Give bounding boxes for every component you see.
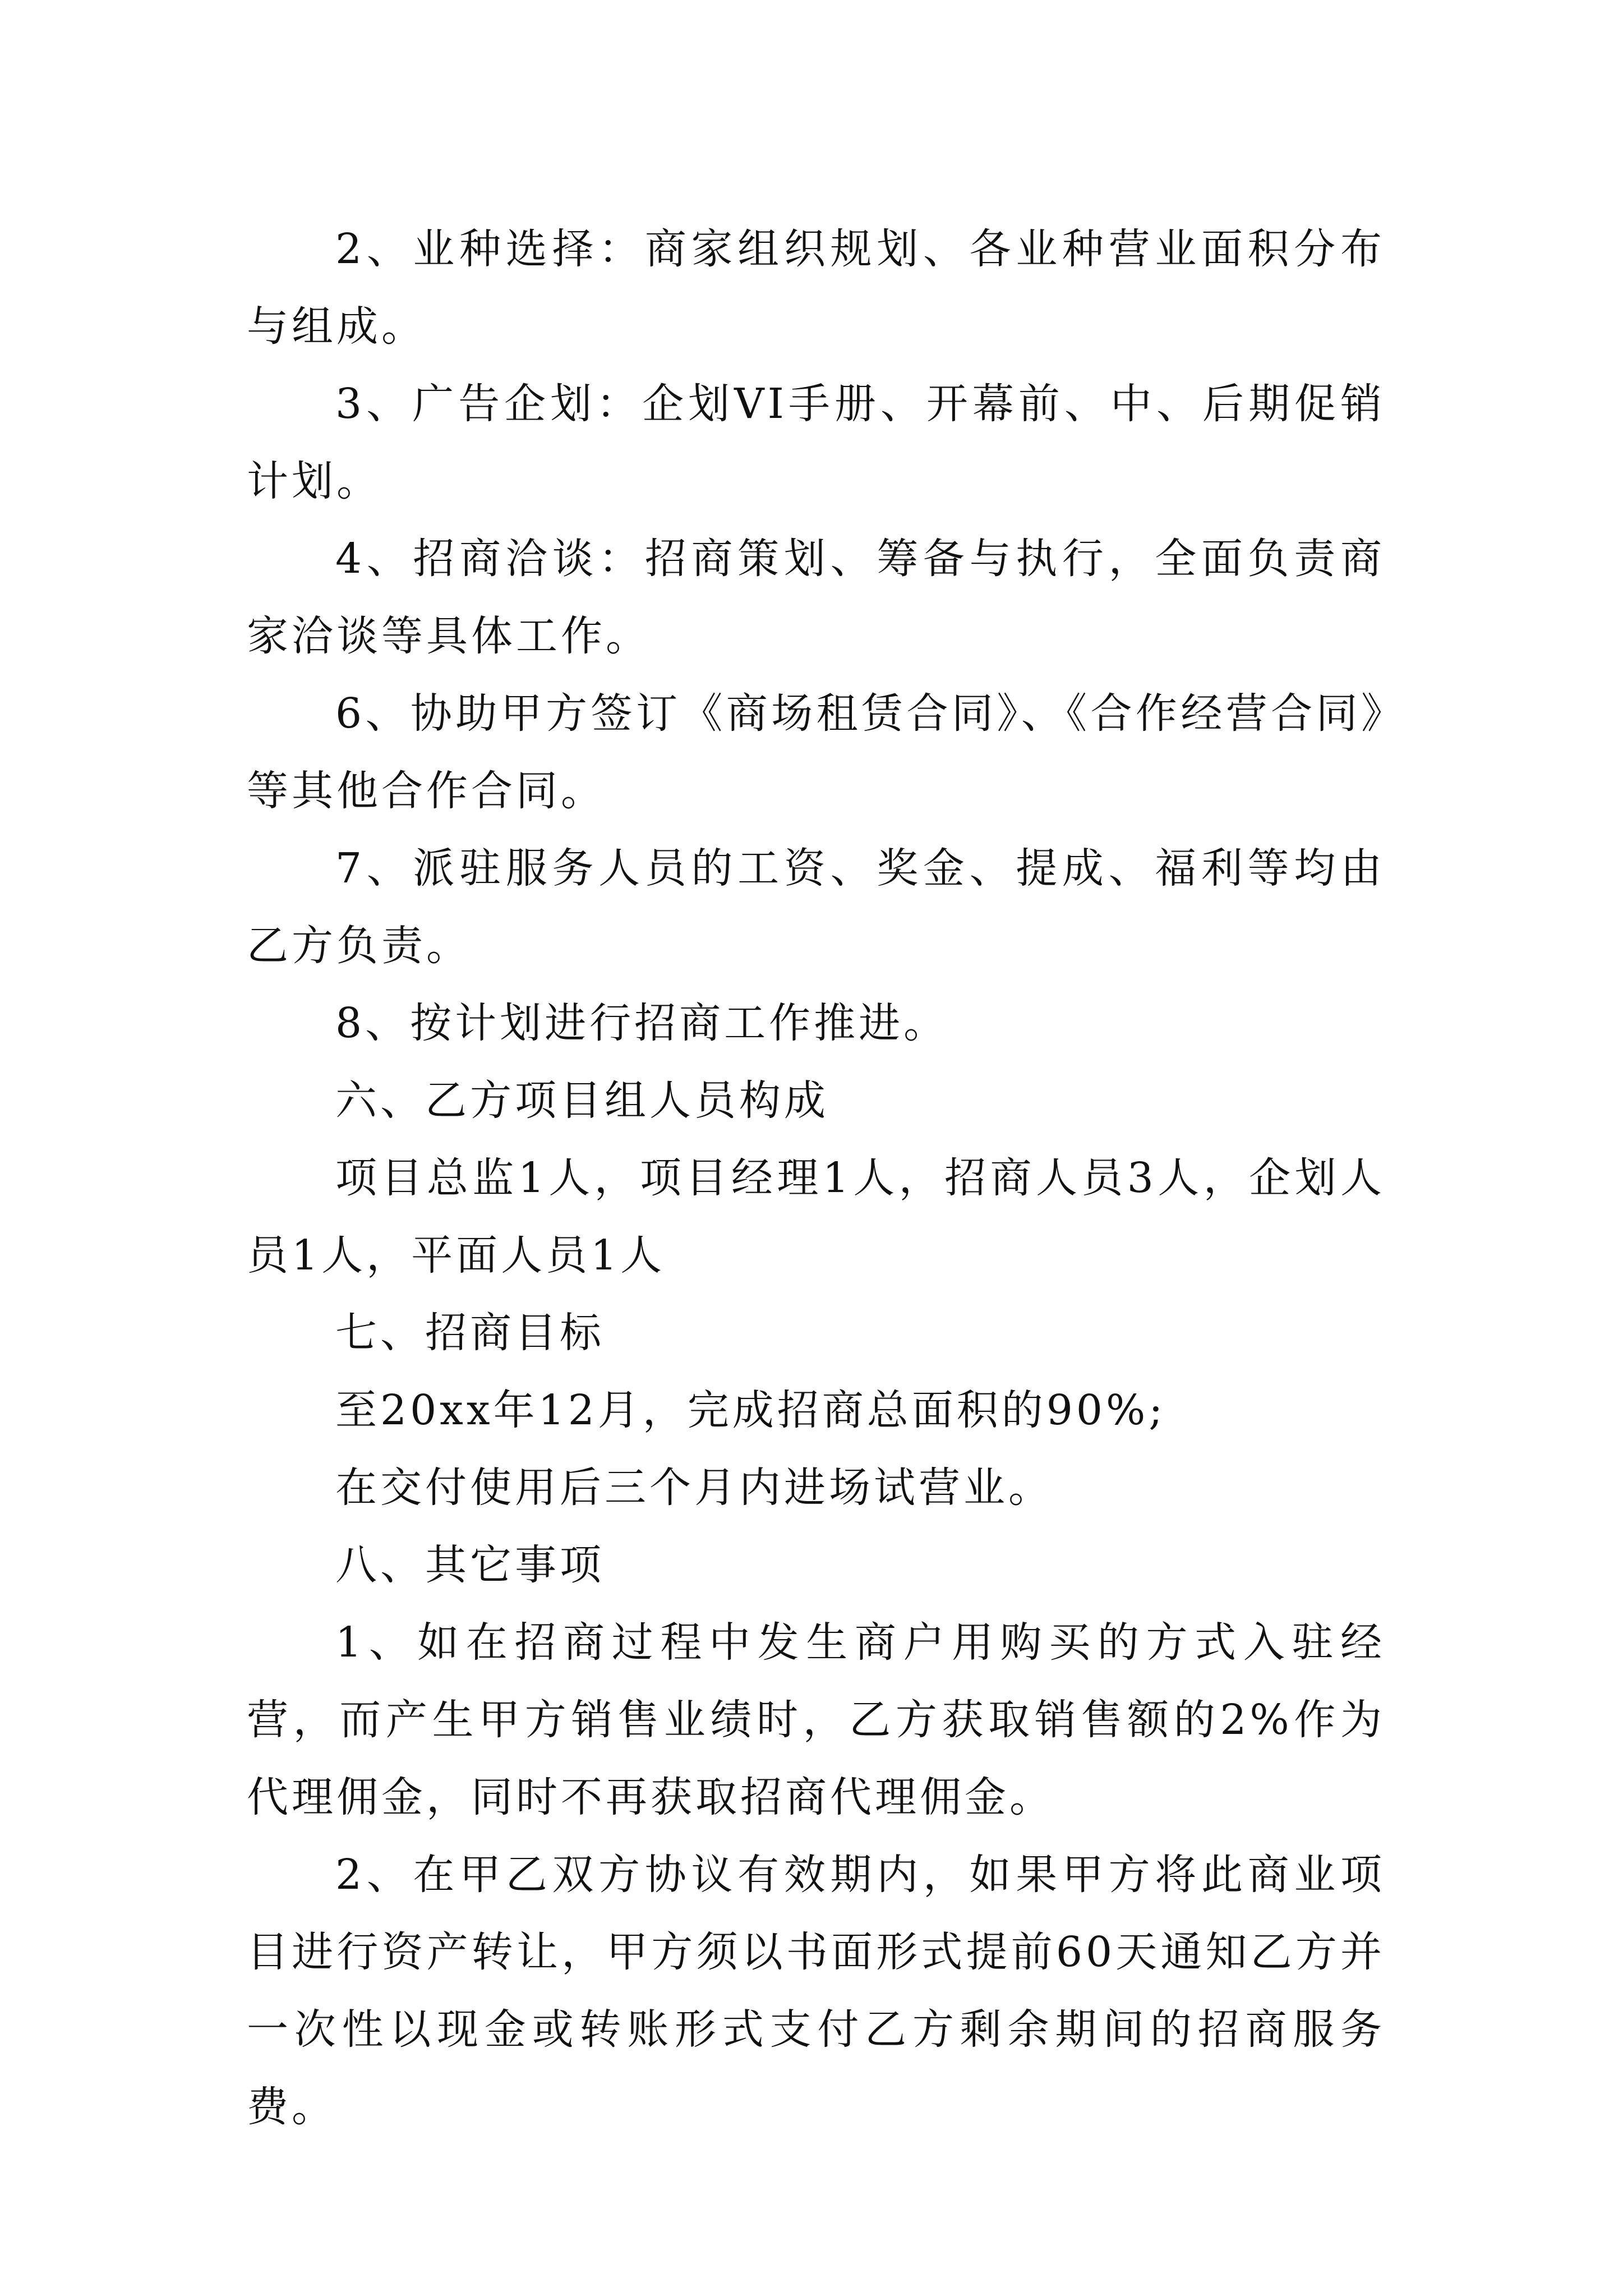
paragraph-target-deadline: 至20xx年12月，完成招商总面积的90%; — [335, 1386, 1166, 1434]
paragraph-asset-transfer: 2、在甲乙双方协议有效期内，如果甲方将此商业项目进行资产转让，甲方须以书面形式提前60天通知乙方并一次性以现金或转账形式支付乙方剩余期间的招商服务费。 — [247, 1851, 1385, 2131]
paragraph-business-type-selection: 2、业种选择：商家组织规划、各业种营业面积分布与组成。 — [247, 225, 1385, 351]
paragraph-team-members: 项目总监1人，项目经理1人，招商人员3人，企划人员1人，平面人员1人 — [247, 1154, 1385, 1280]
paragraph-staff-compensation: 7、派驻服务人员的工资、奖金、提成、福利等均由乙方负责。 — [247, 844, 1385, 970]
section-heading-team-composition: 六、乙方项目组人员构成 — [335, 1076, 829, 1125]
section-heading-other-matters: 八、其它事项 — [335, 1541, 605, 1589]
section-heading-leasing-target: 七、招商目标 — [335, 1309, 605, 1357]
paragraph-trial-operation: 在交付使用后三个月内进场试营业。 — [335, 1464, 1053, 1512]
paragraph-advertising-planning: 3、广告企划：企划VI手册、开幕前、中、后期促销计划。 — [247, 380, 1385, 505]
paragraph-merchant-negotiation: 4、招商洽谈：招商策划、筹备与执行，全面负责商家洽谈等具体工作。 — [247, 535, 1385, 660]
paragraph-contract-assistance: 6、协助甲方签订《商场租赁合同》、《合作经营合同》等其他合作合同。 — [247, 689, 1385, 815]
document-body — [247, 210, 1385, 2146]
paragraph-plan-execution: 8、按计划进行招商工作推进。 — [335, 999, 949, 1047]
paragraph-sales-commission: 1、如在招商过程中发生商户用购买的方式入驻经营，而产生甲方销售业绩时，乙方获取销售额的2%作为代理佣金，同时不再获取招商代理佣金。 — [247, 1618, 1385, 1821]
